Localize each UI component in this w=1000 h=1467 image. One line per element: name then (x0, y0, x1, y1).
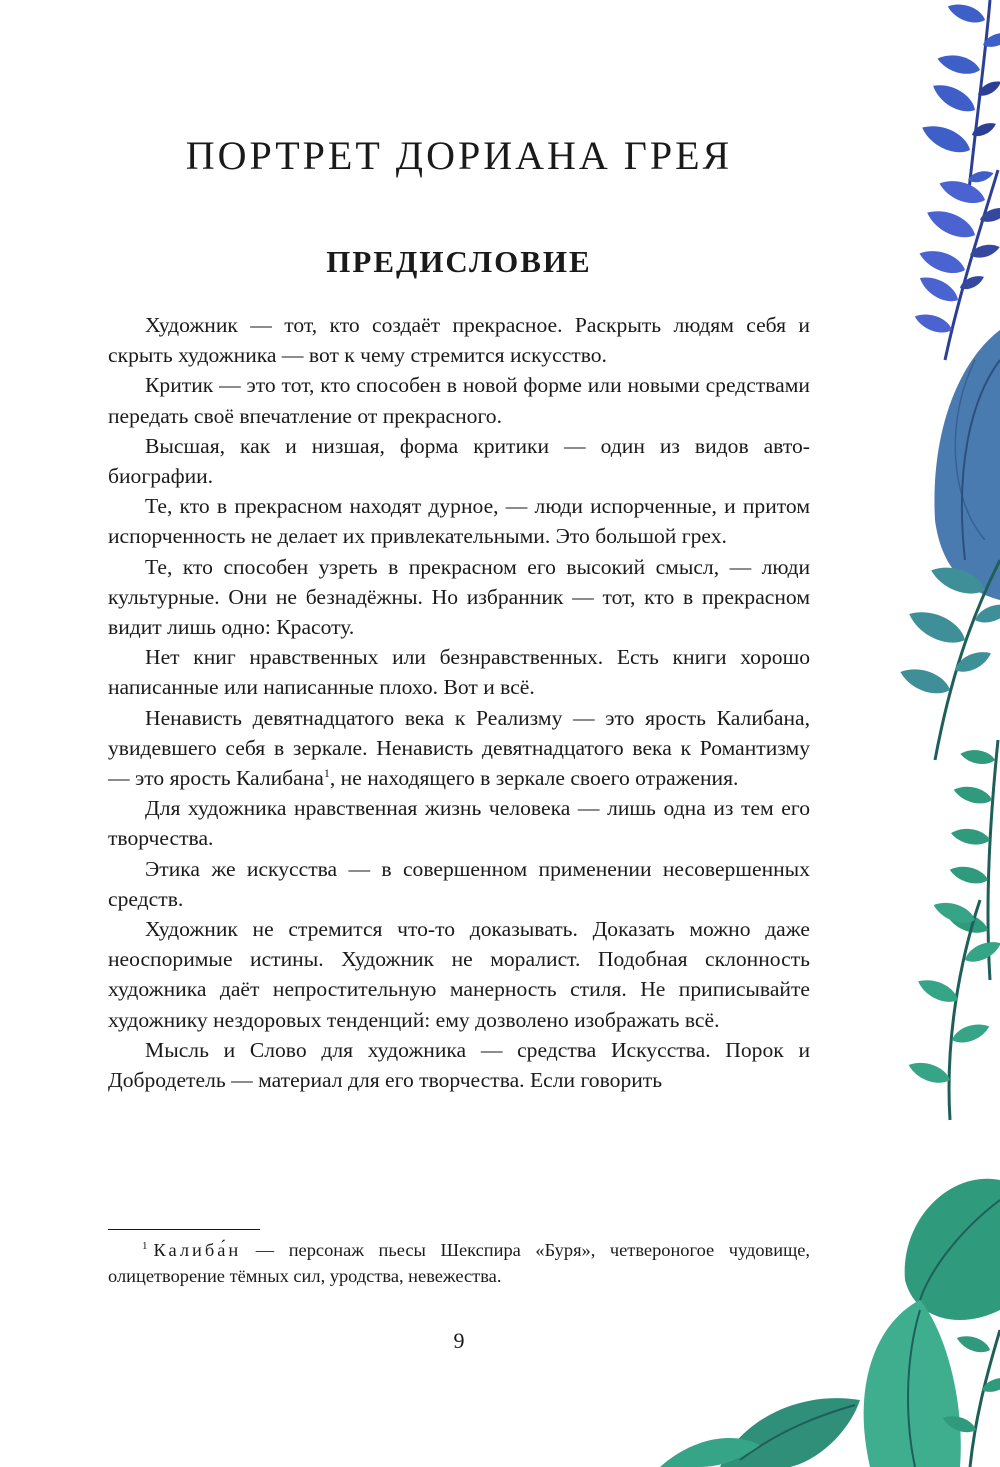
blue-flower-sprig-top (918, 0, 1000, 200)
footnote-number: 1 (142, 1239, 148, 1252)
paragraph: Те, кто в прекрасном находят дурное, — люди испорченные, и притом испорченность не делает их привлекательными. Это большой грех. (108, 494, 810, 549)
book-title: ПОРТРЕТ ДОРИАНА ГРЕЯ (185, 133, 733, 178)
paragraph-text: Ненависть девятнадцатого века к Реализму — это ярость Калибана, увидевшего себя в зеркале. Ненависть девятнадцатого века к Романтизму — это ярость Калибана (108, 705, 810, 791)
paragraph: Те, кто способен узреть в прекрасном его высокий смысл, — люди культурные. Они не безнадёжны. Но избранник — тот, кто в прекрасном видит лишь одно: Красоту. (108, 554, 810, 640)
large-blue-leaf (934, 330, 1000, 600)
large-green-leaves-bottom (660, 1179, 1000, 1467)
paragraph-text: , не находящего в зеркале своего отражения. (329, 766, 739, 791)
footnote-divider (108, 1229, 260, 1230)
footnote-term: Калиба́н (153, 1240, 242, 1260)
paragraph: Художник не стремится что-то доказывать. Доказать можно даже неоспоримые истины. Художник не моралист. Подобная склонность художника даёт непростительную манерность стиля. Не приписывайте художнику нездоровых тенденций: ему дозволено изображать всё. (108, 917, 810, 1032)
paragraph: Критик — это тот, кто способен в новой форме или новыми средствами передать своё впечатление от прекрасного. (108, 373, 810, 428)
paragraph: Для художника нравственная жизнь человека — лишь одна из тем его творчества. (108, 796, 810, 851)
paragraph: Этика же искусства — в совершенном применении несовершенных средств. (108, 856, 810, 911)
paragraph-with-footnote (108, 703, 810, 794)
preface-text (108, 310, 810, 1095)
footnote (108, 1237, 810, 1289)
paragraph: Мысль и Слово для художника — средства Искусства. Порок и Добродетель — материал для его творчества. Если говорить (108, 1037, 810, 1093)
blue-flower-sprig-middle (912, 170, 1000, 360)
green-leaf-sprig (906, 740, 1000, 1120)
chapter-title: ПРЕДИСЛОВИЕ (326, 244, 592, 279)
paragraph: Нет книг нравственных или безнравственных. Есть книги хорошо написанные или написанные плохо. Вот и всё. (108, 645, 810, 700)
paragraph: Высшая, как и низшая, форма критики — один из видов автобиографии. (108, 433, 810, 489)
footnote-reference[interactable]: 1 (323, 765, 330, 780)
footnote-text: — персонаж пьесы Шекспира «Буря», четвероногое чудовище, олицетворение тёмных сил, уродства, невежества. (108, 1240, 810, 1286)
paragraph: Художник — тот, кто создаёт прекрасное. Раскрыть людям себя и скрыть художника — вот к чему стремится искусство. (108, 313, 810, 368)
teal-leaf-sprig (897, 560, 1000, 760)
page-number: 9 (453, 1328, 465, 1353)
